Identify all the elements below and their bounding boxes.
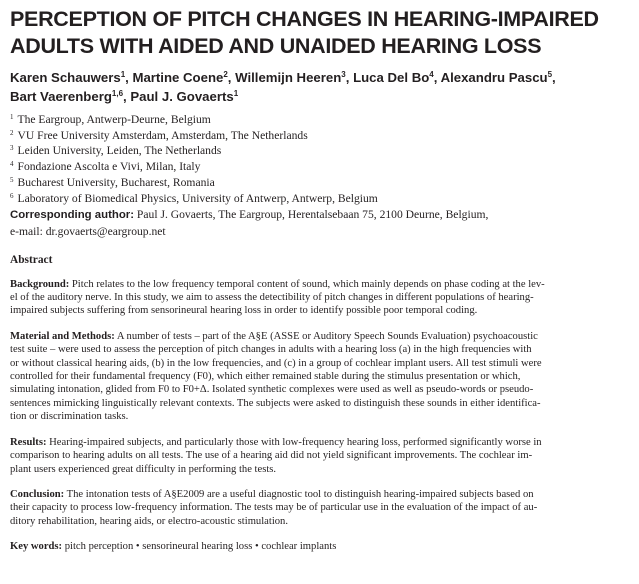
conclusion-line-3: ditory rehabilitation, hearing aids, or electro-acoustic stimulation.	[10, 515, 289, 527]
affiliation-number: 5	[10, 175, 14, 184]
background-paragraph	[10, 278, 626, 318]
author-name: Alexandru Pascu	[440, 70, 548, 85]
methods-paragraph	[10, 330, 626, 424]
author-separator: ,	[125, 70, 133, 85]
affiliation-text: VU Free University Amsterdam, Amsterdam, The Netherlands	[17, 128, 308, 142]
keywords-label: Key words:	[10, 541, 63, 553]
methods-line-4: controlled for their fundamental frequency (F0), which either remained stable during the stimulus presentation or which,	[10, 371, 521, 383]
conclusion-paragraph	[10, 488, 626, 528]
background-line-3: impaired subjects suffering from sensorineural hearing loss in order to identify possible poor temporal coding.	[10, 305, 478, 317]
affiliation-number: 6	[10, 191, 14, 200]
corresponding-email: e-mail: dr.govaerts@eargroup.net	[10, 224, 166, 238]
affiliation-text: The Eargroup, Antwerp-Deurne, Belgium	[17, 113, 211, 126]
background-text-1: Pitch relates to the low frequency temporal content of sound, which mainly depends on phase coding at the lev-	[69, 278, 545, 290]
title-line-2: ADULTS WITH AIDED AND UNAIDED HEARING LOSS	[10, 34, 542, 58]
results-label: Results:	[10, 436, 47, 448]
author-affil-sup: 5	[547, 70, 553, 79]
author-name: Martine Coene	[132, 70, 224, 85]
affiliation-item	[10, 128, 626, 144]
corresponding-author	[10, 207, 626, 239]
methods-line-2: test suite – were used to assess the perception of pitch changes in adults with a hearing loss (a) in the high frequencies with	[10, 344, 532, 356]
affiliation-item	[10, 175, 626, 191]
author-separator: ,	[345, 70, 354, 85]
title-line-1: PERCEPTION OF PITCH CHANGES IN HEARING-IMPAIRED	[10, 7, 599, 31]
corresponding-line-1	[10, 207, 626, 224]
paper-title	[10, 6, 626, 60]
affiliation-number: 1	[10, 113, 14, 121]
methods-label: Material and Methods:	[10, 330, 115, 342]
affiliation-item	[10, 191, 626, 207]
author-affil-sup: 1	[233, 89, 239, 98]
author-affil-sup: 1	[120, 70, 126, 79]
author-name: Willemijn Heeren	[235, 70, 342, 85]
author-separator: ,	[552, 70, 556, 85]
background-line-1	[10, 278, 626, 291]
affiliation-item	[10, 143, 626, 159]
author-line-2	[10, 87, 626, 106]
methods-line-3: or without classical hearing aids, (b) in the low frequencies, and (c) in a group of cochlear implant users. All test stimuli were	[10, 357, 542, 369]
author-affil-sup: 4	[429, 70, 434, 79]
results-text-1: Hearing-impaired subjects, and particularly those with low-frequency hearing loss, performed significantly worse in	[46, 436, 542, 448]
methods-line-7: tion or discrimination tasks.	[10, 411, 129, 423]
affiliation-item	[10, 112, 626, 128]
author-affil-sup: 3	[341, 70, 346, 79]
conclusion-label: Conclusion:	[10, 488, 65, 500]
methods-line-6: sentences mimicking linguistically relevant contexts. The subjects were asked to distinguish these sounds in either identifica-	[10, 397, 541, 409]
results-line-1	[10, 436, 626, 449]
conclusion-line-1	[10, 488, 626, 501]
author-affil-sup: 1,6	[111, 89, 124, 98]
affiliation-text: Fondazione Ascolta e Vivi, Milan, Italy	[17, 160, 201, 174]
abstract-heading: Abstract	[10, 253, 53, 266]
methods-line-1	[10, 330, 626, 343]
methods-text-1: A number of tests – part of the A§E (ASSE or Auditory Speech Sounds Evaluation) psychoacoustic	[114, 330, 538, 342]
author-name: Bart Vaerenberg	[10, 89, 112, 104]
paper-page	[10, 6, 626, 554]
results-line-2: comparison to hearing adults on all tests. The use of a hearing aid did not yield significant improvements. The cochlear im-	[10, 450, 533, 462]
affiliation-item	[10, 159, 626, 175]
author-name: Paul J. Govaerts	[130, 89, 234, 104]
author-line-1	[10, 68, 626, 87]
author-list	[10, 68, 626, 106]
affiliation-text: Bucharest University, Bucharest, Romania	[17, 175, 215, 189]
author-separator: ,	[227, 70, 236, 85]
conclusion-line-2: their capacity to process low-frequency information. The tests may be of particular use in the evaluation of the impact of au-	[10, 502, 538, 514]
affiliation-number: 2	[10, 128, 14, 137]
background-label: Background:	[10, 278, 70, 290]
affiliation-text: Leiden University, Leiden, The Netherlands	[17, 144, 222, 158]
background-line-2: el of the auditory nerve. In this study, we aim to assess the detectibility of pitch changes in different populations of hearing-	[10, 292, 534, 304]
methods-line-5: simulating intonation, glided from F0 to F0+Δ. Isolated synthetic complexes were used as well as pseudo-words or pseudo-	[10, 384, 534, 396]
keywords-text: pitch perception • sensorineural hearing loss • cochlear implants	[62, 541, 337, 553]
affiliation-list	[10, 112, 626, 206]
author-separator: ,	[123, 89, 131, 104]
affiliation-number: 3	[10, 144, 14, 153]
affiliation-text: Laboratory of Biomedical Physics, University of Antwerp, Antwerp, Belgium	[17, 191, 378, 205]
author-affil-sup: 2	[223, 70, 228, 79]
corresponding-label: Corresponding author:	[10, 209, 135, 222]
conclusion-text-1: The intonation tests of A§E2009 are a useful diagnostic tool to distinguish hearing-impaired subjects based on	[64, 488, 534, 500]
results-line-3: plant users experienced great difficulty in performing the tests.	[10, 463, 277, 475]
author-name: Karen Schauwers	[10, 70, 121, 85]
results-paragraph	[10, 436, 626, 476]
keywords	[10, 540, 626, 553]
affiliation-number: 4	[10, 160, 14, 169]
author-separator: ,	[433, 70, 441, 85]
author-name: Luca Del Bo	[353, 70, 430, 85]
corresponding-address: Paul J. Govaerts, The Eargroup, Herentalsebaan 75, 2100 Deurne, Belgium,	[134, 208, 489, 222]
